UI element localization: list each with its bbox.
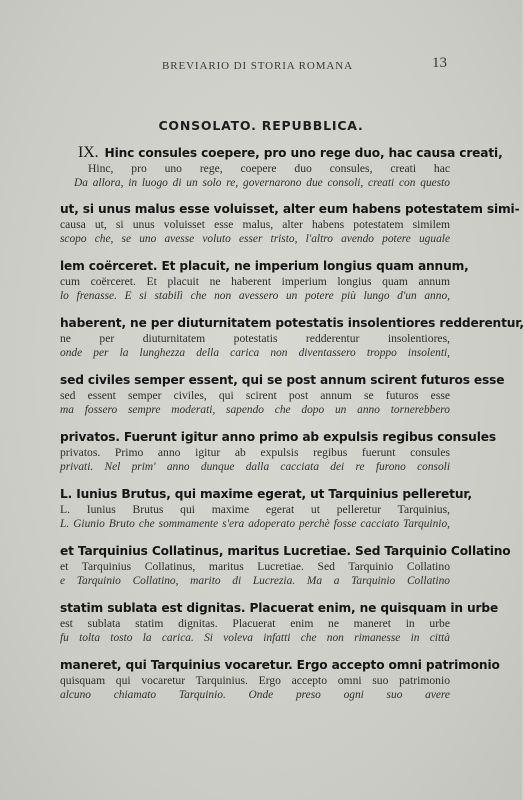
italian-translation-line: scopo che, se uno avesse voluto esser tristo, l'altro avendo potere uguale (60, 233, 450, 245)
running-head: BREVIARIO DI STORIA ROMANA (162, 60, 353, 72)
latin-word-order-line: cum coërceret. Et placuit ne haberent imperium longius quam annum (60, 275, 450, 288)
latin-text-line: maneret, qui Tarquinius vocaretur. Ergo accepto omni patrimonio (60, 658, 500, 672)
latin-text-line: L. Iunius Brutus, qui maxime egerat, ut Tarquinius pelleretur, (60, 487, 472, 501)
latin-word-order-line: sed essent semper civiles, qui scirent post annum se futuros esse (60, 389, 450, 402)
passage-block (60, 429, 496, 484)
passage-block (60, 543, 511, 598)
latin-text-line (60, 144, 503, 162)
passage-block (60, 315, 524, 370)
latin-word-order-line: quisquam qui vocaretur Tarquinius. Ergo accepto omni suo patrimonio (60, 674, 450, 687)
passage-block (60, 600, 499, 655)
italian-translation-line: privati. Nel prim' anno dunque dalla cacciata dei re furono consoli (60, 461, 450, 473)
page-number: 13 (432, 55, 447, 71)
latin-word-order-line: et Tarquinius Collatinus, maritus Lucretiae. Sed Tarquinio Collatino (60, 560, 450, 573)
latin-word-order-line: ne per diuturnitatem potestatis redderentur insolentiores, (60, 332, 450, 345)
italian-translation-line: e Tarquinio Collatino, marito di Lucrezia. Ma a Tarquinio Collatino (60, 575, 450, 587)
latin-text-line: haberent, ne per diuturnitatem potestatis insolentiores redderentur, (60, 316, 524, 330)
passage-block (60, 372, 505, 427)
passage-block (60, 258, 469, 313)
passage-block (60, 144, 503, 199)
latin-text-line: et Tarquinius Collatinus, maritus Lucretiae. Sed Tarquinio Collatino (60, 544, 511, 558)
latin-word-order-line: est sublata statim dignitas. Placuerat enim ne maneret in urbe (60, 617, 450, 630)
latin-word-order-line: privatos. Primo anno igitur ab expulsis regibus fuerunt consules (60, 446, 450, 459)
chapter-number: IX. (78, 144, 99, 161)
latin-word-order-line: causa ut, si unus voluisset esse malus, alter habens potestatem similem (60, 218, 450, 231)
italian-translation-line: onde per la lunghezza della carica non diventassero troppo insolenti, (60, 347, 450, 359)
latin-text-line: ut, si unus malus esse voluisset, alter eum habens potestatem simi- (60, 202, 520, 216)
passage-block (60, 201, 520, 256)
latin-text-line: statim sublata est dignitas. Placuerat enim, ne quisquam in urbe (60, 601, 499, 615)
text-body (60, 144, 524, 712)
italian-translation-line: lo frenasse. E si stabilì che non avessero un potere più lungo d'un anno, (60, 290, 450, 302)
latin-text-line: lem coërceret. Et placuit, ne imperium longius quam annum, (60, 259, 469, 273)
italian-translation-line: alcuno chiamato Tarquinio. Onde preso ogni suo avere (60, 689, 450, 701)
italian-translation-line: fu tolta tosto la carica. Si voleva infatti che non rimanesse in città (60, 632, 450, 644)
chapter-title: CONSOLATO. REPUBBLICA. (158, 118, 364, 133)
italian-translation-line: ma fossero sempre moderati, sapendo che dopo un anno tornerebbero (60, 404, 450, 416)
latin-text-line: privatos. Fuerunt igitur anno primo ab expulsis regibus consules (60, 430, 496, 444)
latin-text: Hinc consules coepere, pro uno rege duo, hac causa creati, (104, 146, 503, 160)
italian-translation-line: Da allora, in luogo di un solo re, governarono due consoli, creati con questo (74, 177, 450, 189)
passage-block (60, 657, 500, 712)
latin-word-order-line: L. Iunius Brutus qui maxime egerat ut pelleretur Tarquinius, (60, 503, 450, 516)
italian-translation-line: L. Giunio Bruto che sommamente s'era adoperato perchè fosse cacciato Tarquinio, (60, 518, 450, 530)
passage-block (60, 486, 472, 541)
latin-word-order-line: Hinc, pro uno rege, coepere duo consules, creati hac (88, 162, 450, 175)
latin-text-line: sed civiles semper essent, qui se post annum scirent futuros esse (60, 373, 505, 387)
